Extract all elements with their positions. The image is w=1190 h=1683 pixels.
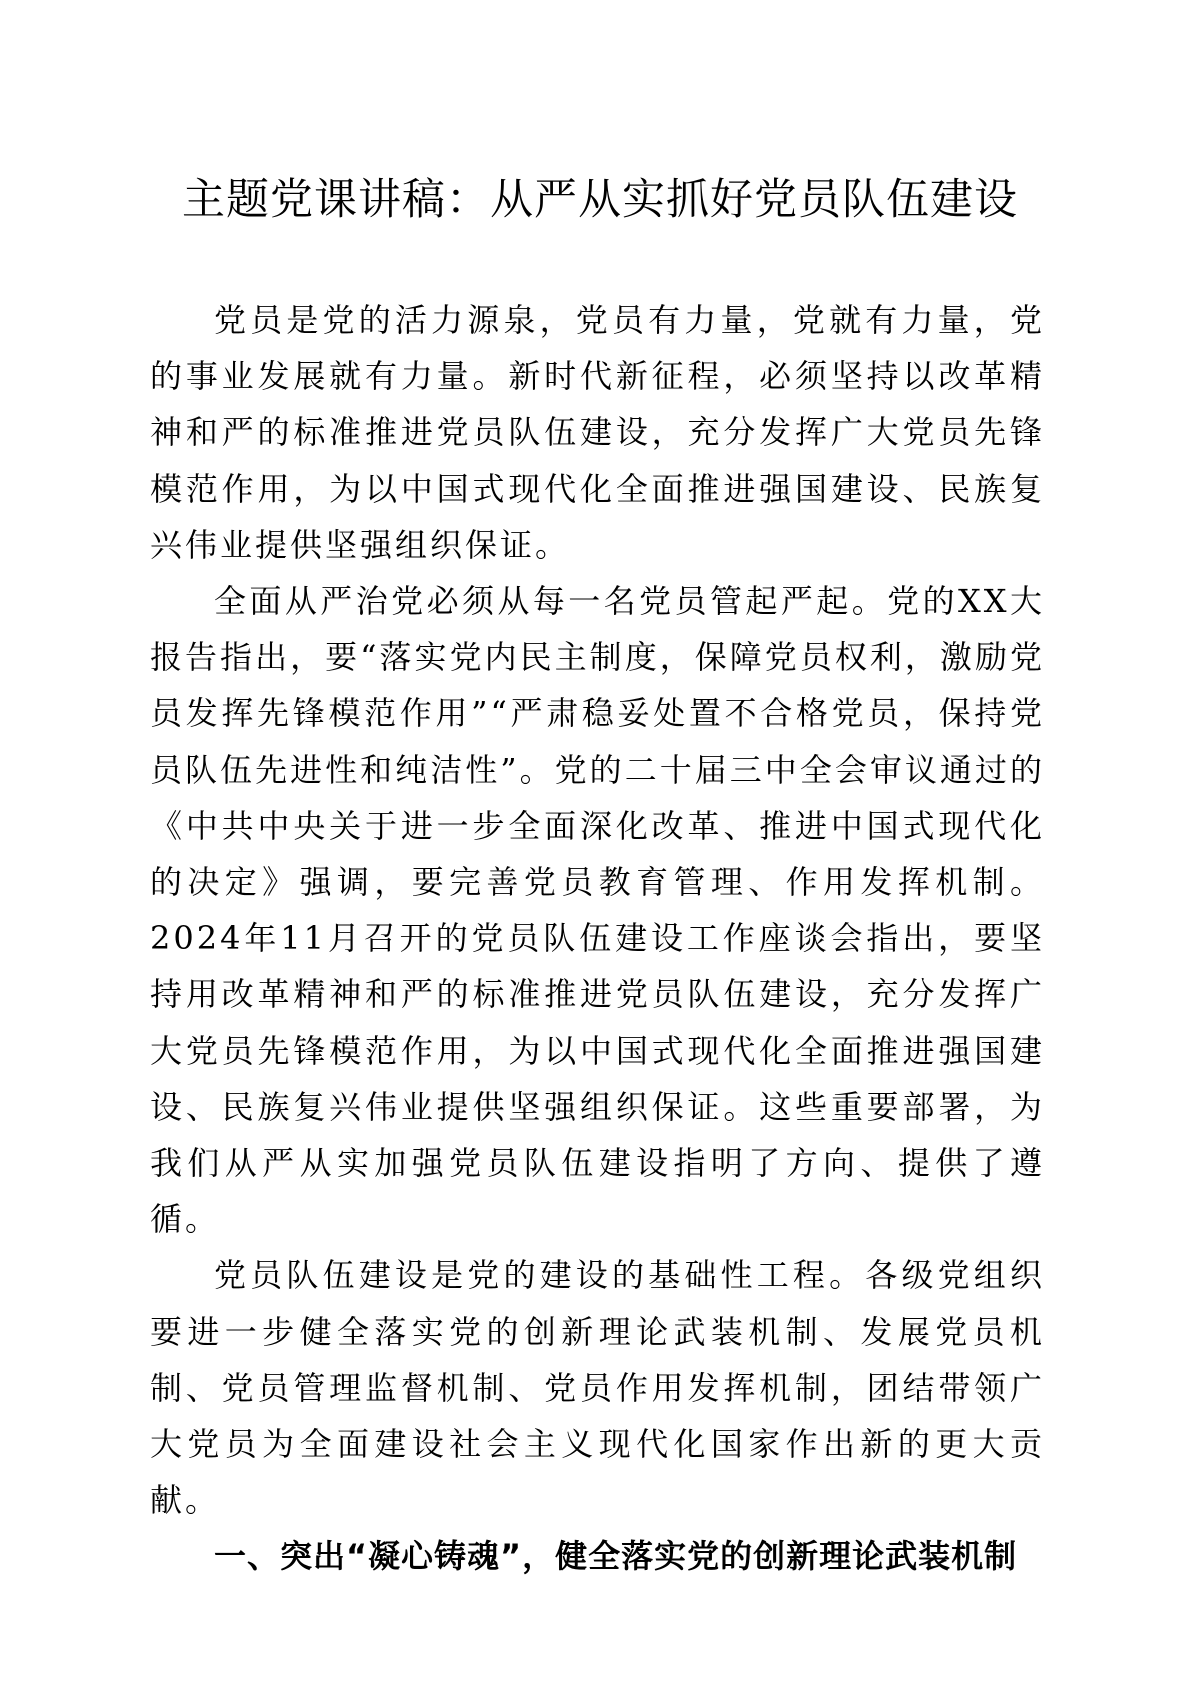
- section-heading: 一、突出“凝心铸魂”，健全落实党的创新理论武装机制: [214, 1537, 1018, 1576]
- paragraph-1: 党员是党的活力源泉，党员有力量，党就有力量，党的事业发展就有力量。新时代新征程，必须坚持以改革精神和严的标准推进党员队伍建设，充分发挥广大党员先锋模范作用，为以中国式现代化全面推进强国建设、民族复兴伟业提供坚强组织保证。: [150, 301, 1045, 564]
- paragraph-3: 党员队伍建设是党的建设的基础性工程。各级党组织要进一步健全落实党的创新理论武装机制、发展党员机制、党员管理监督机制、党员作用发挥机制，团结带领广大党员为全面建设社会主义现代化国家作出新的更大贡献。: [150, 1256, 1045, 1520]
- document-body: [150, 292, 1045, 1585]
- document-title: 主题党课讲稿：从严从实抓好党员队伍建设: [182, 175, 1018, 225]
- paragraph-2: 全面从严治党必须从每一名党员管起严起。党的XX大报告指出，要“落实党内民主制度，保障党员权利，激励党员发挥先锋模范作用”“严肃稳妥处置不合格党员，保持党员队伍先进性和纯洁性”。党的二十届三中全会审议通过的《中共中央关于进一步全面深化改革、推进中国式现代化的决定》强调，要完善党员教育管理、作用发挥机制。2024年11月召开的党员队伍建设工作座谈会指出，要坚持用改革精神和严的标准推进党员队伍建设，充分发挥广大党员先锋模范作用，为以中国式现代化全面推进强国建设、民族复兴伟业提供坚强组织保证。这些重要部署，为我们从严从实加强党员队伍建设指明了方向、提供了遵循。: [150, 582, 1045, 1239]
